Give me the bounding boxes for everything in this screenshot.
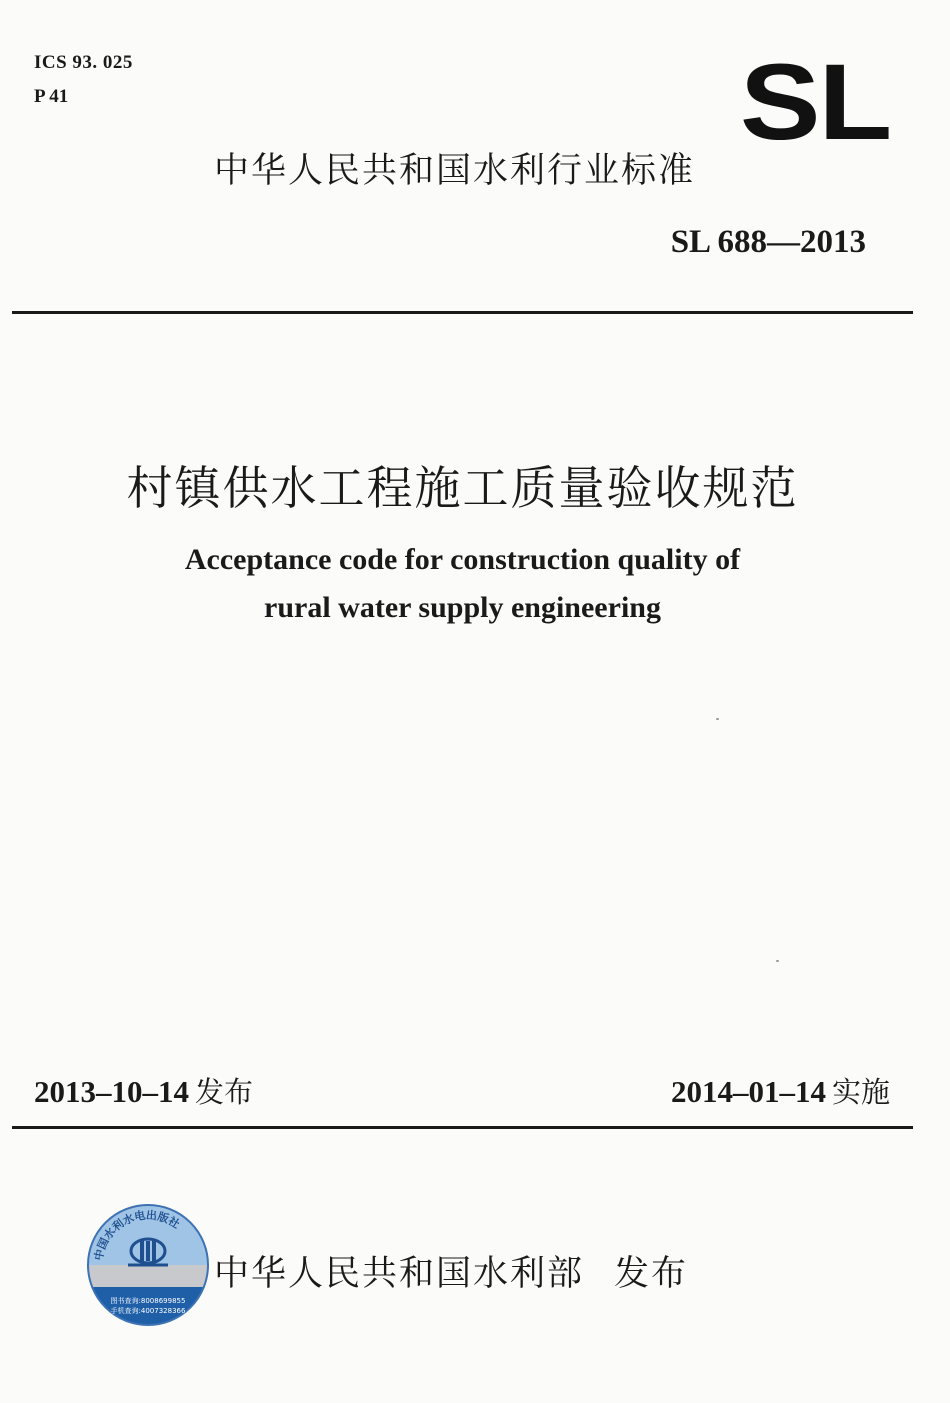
implementation-date-value: 2014–01–14 [670, 1074, 826, 1109]
title-english [0, 536, 925, 632]
seal-line1: 图书查询:8008699855 [110, 1297, 186, 1305]
implementation-date [671, 1070, 890, 1111]
standard-category: 中华人民共和国水利行业标准 [214, 151, 696, 191]
standard-number: SL 688—2013 [670, 224, 866, 260]
implementation-date-label: 实施 [831, 1075, 890, 1109]
publish-verb: 发布 [614, 1254, 689, 1294]
title-chinese: 村镇供水工程施工质量验收规范 [126, 461, 799, 515]
issue-date-value: 2013–10–14 [34, 1074, 189, 1109]
title-english-line1: Acceptance code for construction quality of [184, 543, 741, 576]
seal-line2: 手机查询:4007328366 [110, 1307, 186, 1315]
seal-ring-text: 中国水利水电出版社 [92, 1208, 183, 1262]
paper-speck [716, 718, 719, 720]
publisher-name: 中华人民共和国水利部 [214, 1254, 585, 1294]
sl-logo: SL [739, 41, 890, 162]
issue-date [34, 1070, 253, 1111]
issue-date-label: 发布 [195, 1075, 254, 1109]
ics-code: ICS 93. 025 [34, 52, 133, 73]
top-divider [12, 311, 913, 314]
title-english-line2: rural water supply engineering [264, 591, 661, 624]
classification-code: P 41 [34, 86, 69, 107]
bottom-divider [12, 1126, 913, 1129]
publisher [214, 1246, 688, 1296]
anti-counterfeit-seal-icon [86, 1203, 210, 1327]
paper-speck [776, 960, 779, 962]
